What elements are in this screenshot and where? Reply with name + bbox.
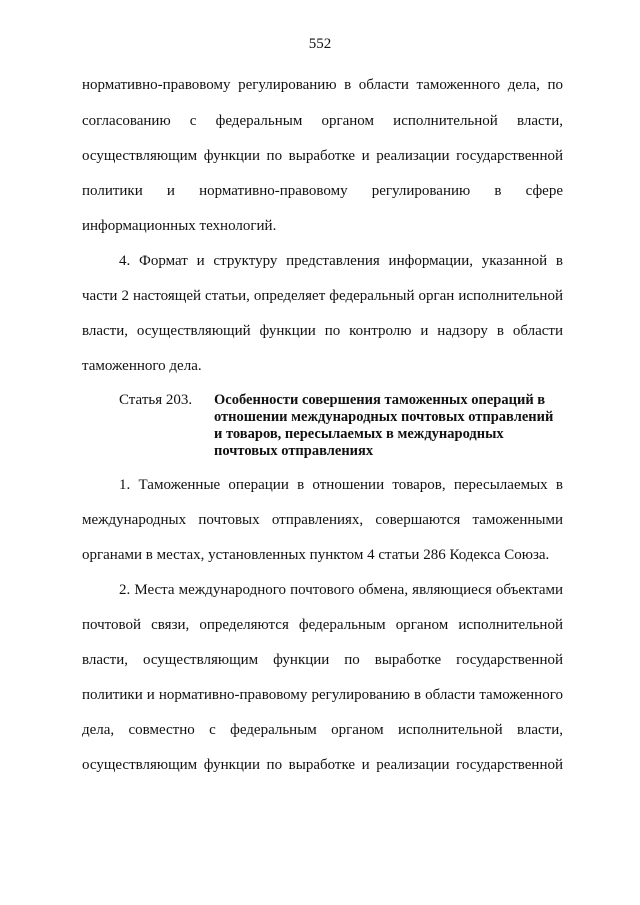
text-line: информационных технологий.	[82, 218, 277, 234]
page-number: 552	[308, 36, 332, 52]
text-line: почтовой связи, определяются федеральным органом исполнительной	[82, 617, 563, 633]
text-line: дела, совместно с федеральным органом исполнительной власти,	[82, 722, 563, 738]
text-line: осуществляющим функции по выработке и реализации государственной	[82, 148, 563, 164]
text-line: таможенного дела.	[82, 358, 202, 374]
article-title-line: почтовых отправлениях	[214, 443, 374, 459]
text-line: власти, осуществляющим функции по выработке государственной	[82, 652, 563, 668]
article-label: Статья 203.	[119, 392, 193, 408]
article-title-line: и товаров, пересылаемых в международных	[214, 426, 504, 442]
text-line: власти, осуществляющий функции по контролю и надзору в области	[82, 323, 563, 339]
text-line: части 2 настоящей статьи, определяет федеральный орган исполнительной	[82, 288, 563, 304]
text-line: международных почтовых отправлениях, совершаются таможенными	[82, 512, 563, 528]
text-line: 2. Места международного почтового обмена, являющиеся объектами	[119, 582, 563, 598]
text-line: осуществляющим функции по выработке и реализации государственной	[82, 757, 563, 773]
text-line: органами в местах, установленных пунктом 4 статьи 286 Кодекса Союза.	[82, 547, 550, 563]
text-line: политики и нормативно-правовому регулированию в сфере	[82, 183, 563, 199]
text-line: политики и нормативно-правовому регулированию в области таможенного	[82, 687, 563, 703]
text-line: 4. Формат и структуру представления информации, указанной в	[119, 253, 563, 269]
article-title-line: Особенности совершения таможенных операций в	[214, 392, 546, 408]
text-line: нормативно-правовому регулированию в области таможенного дела, по	[82, 77, 563, 93]
text-line: согласованию с федеральным органом исполнительной власти,	[82, 113, 563, 129]
text-line: 1. Таможенные операции в отношении товаров, пересылаемых в	[119, 477, 563, 493]
article-title-line: отношении международных почтовых отправлений	[214, 409, 554, 425]
